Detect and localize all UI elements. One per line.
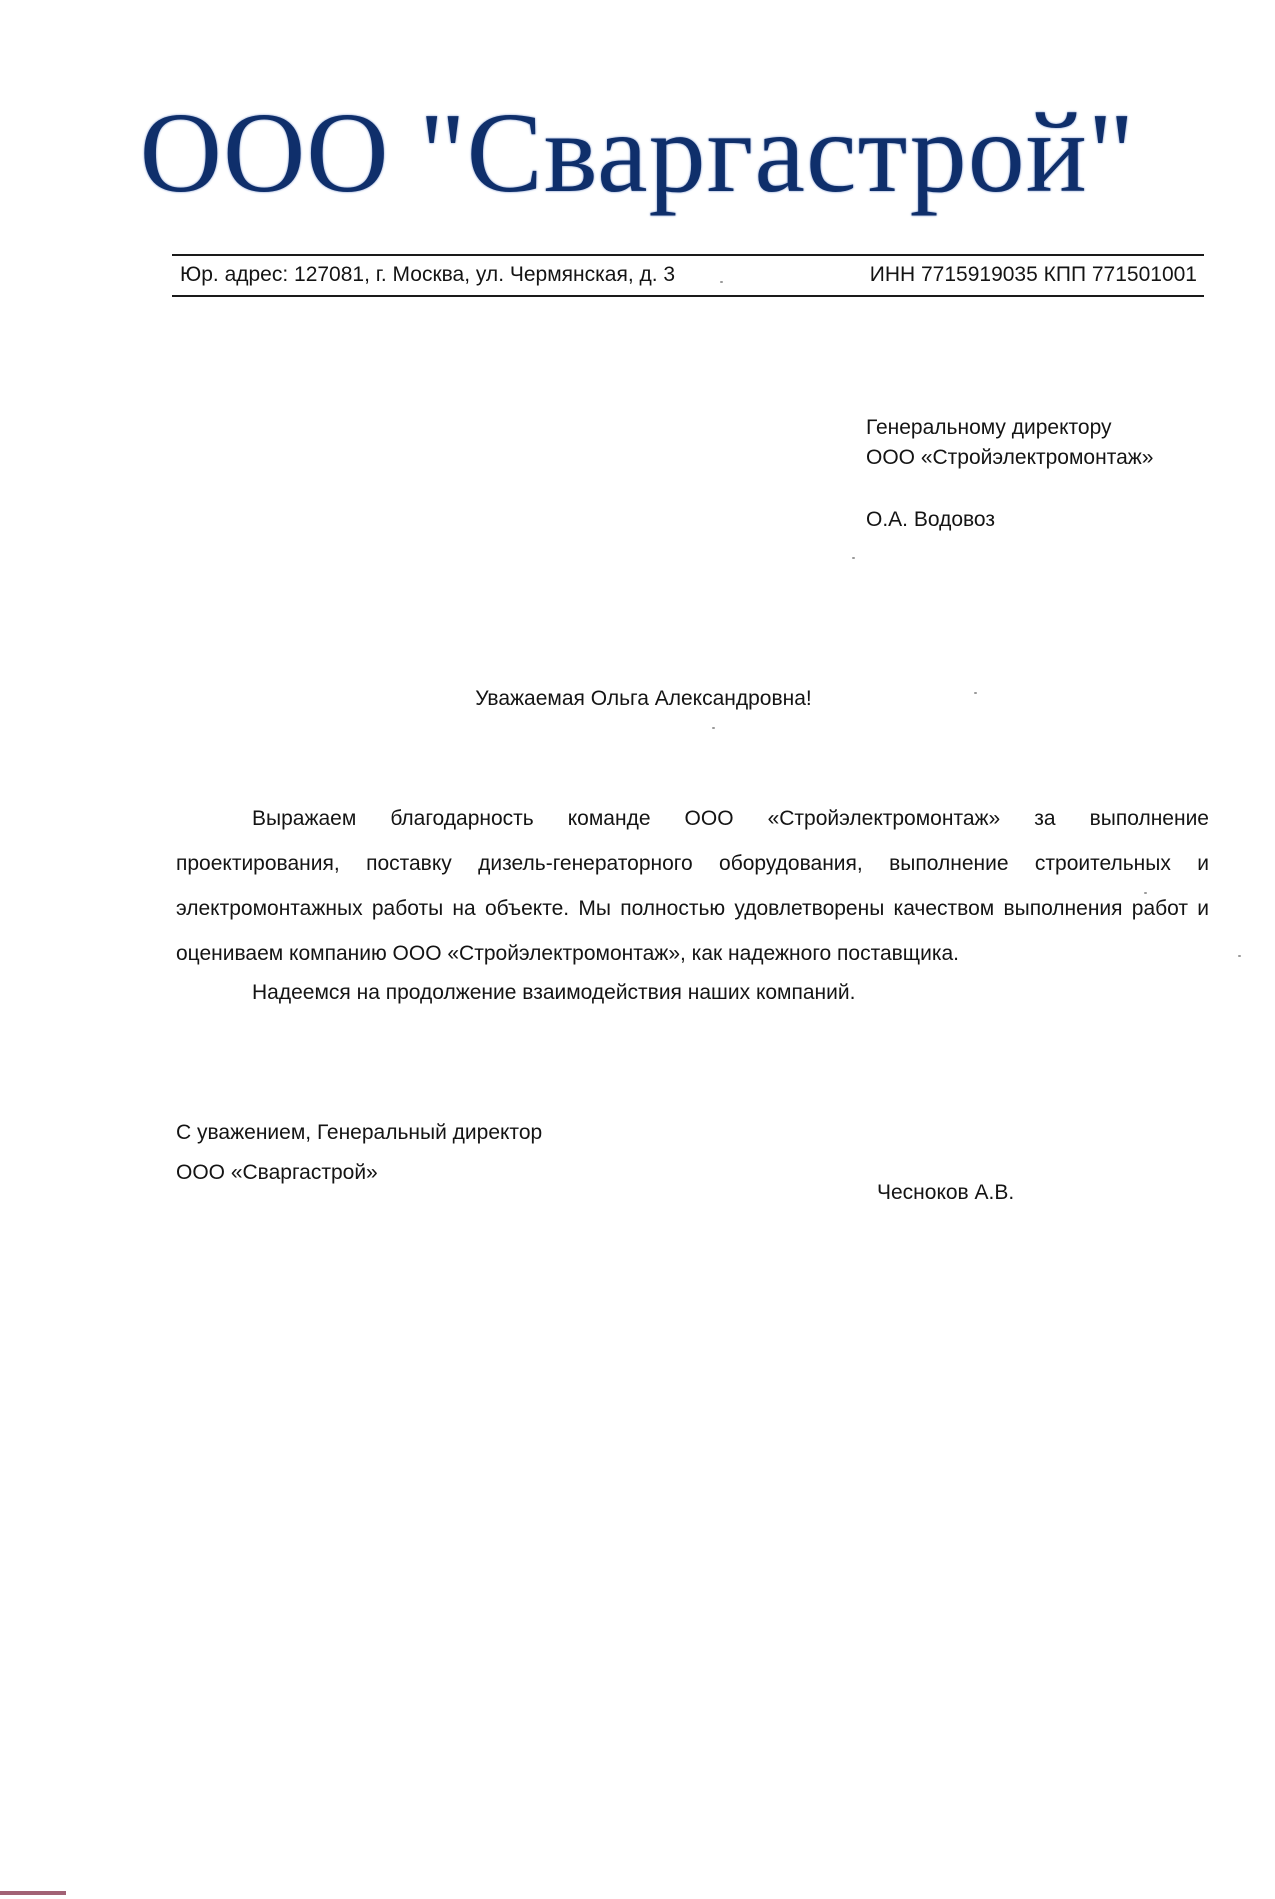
scan-speck (852, 557, 855, 559)
scan-speck (1144, 892, 1147, 894)
scan-speck (1238, 955, 1241, 957)
addressee-position: Генеральному директору (866, 416, 1112, 439)
closing-regards: С уважением, Генеральный директор (176, 1121, 543, 1144)
addressee-name: О.А. Водовоз (866, 508, 995, 531)
addressee-block (866, 413, 1153, 535)
letterhead-company-name: ООО "Сваргастрой" (139, 89, 1136, 216)
scan-speck (712, 727, 715, 729)
scan-edge-mark (0, 1891, 66, 1895)
addressee-company: ООО «Стройэлектромонтаж» (866, 446, 1154, 469)
letterhead-top-rule (172, 254, 1204, 256)
tax-requisites: ИНН 7715919035 КПП 771501001 (869, 263, 1197, 286)
scan-speck (720, 281, 723, 283)
signer-name: Чесноков А.В. (877, 1181, 1015, 1204)
scan-speck (974, 692, 977, 694)
closing-company: ООО «Сваргастрой» (176, 1161, 378, 1184)
body-paragraph-1: Выражаем благодарность команде ООО «Стройэлектромонтаж» за выполнение проектирования, поставку дизель-генераторного оборудования, выполнение строительных и электромонтажных работы на объекте. Мы полностью удовлетворены качеством выполнения работ и оцениваем компанию ООО «Стройэлектромонтаж», как надежного поставщика. (176, 807, 1209, 965)
letterhead-bottom-rule (172, 295, 1204, 297)
salutation: Уважаемая Ольга Александровна! (475, 687, 812, 710)
closing-block (176, 1118, 542, 1188)
body-paragraph-2: Надеемся на продолжение взаимодействия наших компаний. (252, 981, 856, 1004)
legal-address: Юр. адрес: 127081, г. Москва, ул. Чермянская, д. 3 (180, 263, 676, 286)
